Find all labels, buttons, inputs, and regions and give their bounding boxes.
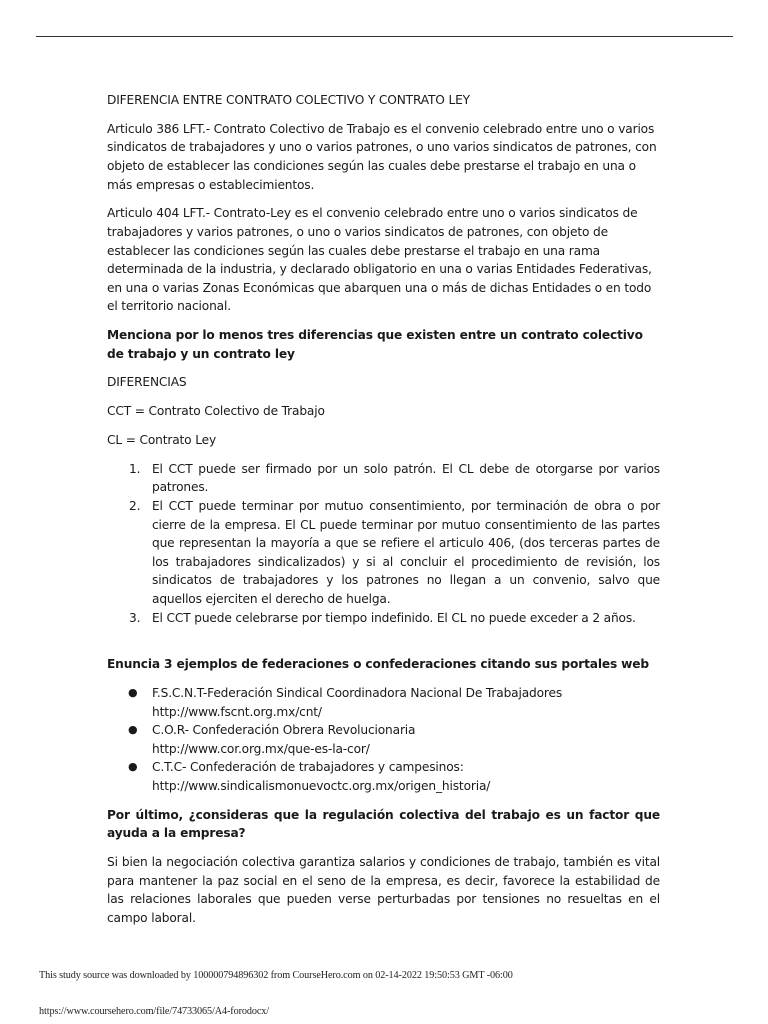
cl-definition: CL = Contrato Ley: [107, 433, 217, 448]
list-item-text: El CCT puede ser firmado por un solo patrón. El CL debe de otorgarse por varios patrones.: [152, 461, 660, 495]
source-url[interactable]: https://www.coursehero.com/file/74733065/A4-forodocx/: [39, 1006, 270, 1017]
question-regulation: Por último, ¿consideras que la regulación colectiva del trabajo es un factor que ayuda a la empresa?: [107, 807, 660, 841]
articulo-404-paragraph: Articulo 404 LFT.- Contrato-Ley es el convenio celebrado entre uno o varios sindicatos de trabajadores y varios patrones, o uno o varios sindicatos de patrones, con objeto de establecer las condiciones según las cuales debe prestarse el trabajo en una rama determinada de la industria, y declarado obligatorio en una o varias Entidades Federativas, en una o varias Zonas Económicas que abarquen una o más de dichas Entidades o en todo el territorio nacional.: [107, 206, 652, 314]
federation-url: http://www.sindicalismonuevoctc.org.mx/origen_historia/: [152, 778, 491, 793]
section-spacer: [107, 627, 660, 655]
federation-name: C.O.R- Confederación Obrera Revolucionaria: [152, 723, 416, 738]
federations-list: [107, 684, 660, 796]
list-number: 3.: [129, 610, 141, 625]
articulo-386-paragraph: Articulo 386 LFT.- Contrato Colectivo de Trabajo es el convenio celebrado entre uno o varios sindicatos de trabajadores y uno o varios patrones, o uno varios sindicatos de patrones, con objeto de establecer las condiciones según las cuales debe prestarse el trabajo en una o más empresas o establecimientos.: [107, 121, 657, 192]
list-item-text: El CCT puede terminar por mutuo consentimiento, por terminación de obra o por cierre de la empresa. El CL puede terminar por mutuo consentimiento de las partes que representan la mayoría a que se refiere el articulo 406, (dos terceras partes de los trabajadores sindicalizados) y si al concluir el procedimiento de revisión, los sindicatos de trabajadores y los patrones no llegan a un convenio, salvo que aquellos ejerciten el derecho de huelga.: [152, 499, 660, 606]
question-differences: Menciona por lo menos tres diferencias que existen entre un contrato colectivo de trabajo y un contrato ley: [107, 328, 643, 361]
list-item: [107, 497, 660, 609]
bullet-icon: ●: [128, 723, 138, 737]
question-federations: Enuncia 3 ejemplos de federaciones o confederaciones citando sus portales web: [107, 657, 649, 672]
list-item: [107, 684, 660, 721]
federation-url: http://www.cor.org.mx/que-es-la-cor/: [152, 741, 370, 756]
list-item: [107, 460, 660, 497]
list-item: [107, 609, 660, 628]
bullet-icon: ●: [128, 685, 138, 699]
list-item: [107, 758, 660, 795]
federation-name: F.S.C.N.T-Federación Sindical Coordinadora Nacional De Trabajadores: [152, 685, 563, 700]
document-body: [107, 91, 660, 938]
list-item-text: El CCT puede celebrarse por tiempo indefinido. El CL no puede exceder a 2 años.: [152, 610, 636, 625]
cct-definition: CCT = Contrato Colectivo de Trabajo: [107, 404, 325, 419]
federation-url: http://www.fscnt.org.mx/cnt/: [152, 704, 322, 719]
diferencias-heading: DIFERENCIAS: [107, 375, 187, 390]
list-item: [107, 721, 660, 758]
answer-regulation: Si bien la negociación colectiva garantiza salarios y condiciones de trabajo, también es vital para mantener la paz social en el seno de la empresa, es decir, favorece la estabilidad de las relaciones laborales que pueden verse perturbadas por tensiones no resueltas en el campo laboral.: [107, 855, 660, 925]
bullet-icon: ●: [128, 760, 138, 774]
document-title: DIFERENCIA ENTRE CONTRATO COLECTIVO Y CONTRATO LEY: [107, 93, 470, 107]
top-divider: [36, 36, 733, 37]
list-number: 2.: [129, 499, 141, 513]
differences-list: [107, 460, 660, 627]
federation-name: C.T.C- Confederación de trabajadores y campesinos:: [152, 760, 464, 775]
list-number: 1.: [129, 461, 141, 476]
download-notice: This study source was downloaded by 100000794896302 from CourseHero.com on 02-14-2022 19:50:53 GMT -06:00: [39, 970, 513, 981]
